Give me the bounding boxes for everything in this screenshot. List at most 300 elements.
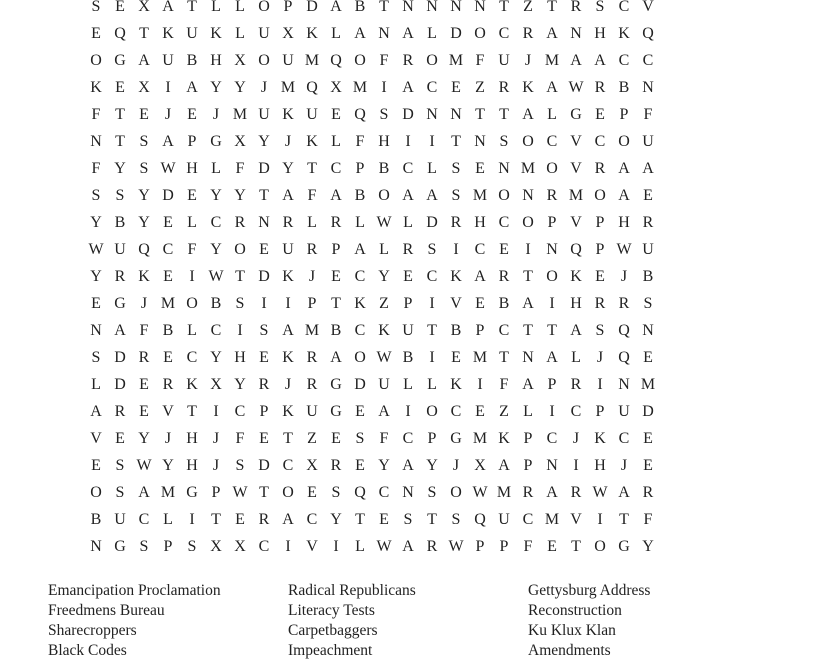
grid-letter: G (114, 52, 126, 69)
grid-letter: K (498, 430, 510, 447)
grid-letter: E (403, 268, 413, 285)
word-column-1 (48, 581, 278, 661)
grid-letter: E (115, 79, 125, 96)
grid-letter: E (115, 430, 125, 447)
grid-letter: I (597, 511, 603, 528)
grid-letter: Z (499, 403, 509, 420)
grid-letter: I (261, 295, 267, 312)
grid-letter: E (475, 295, 485, 312)
grid-letter: A (162, 133, 174, 150)
word-item: Literacy Tests (288, 602, 375, 619)
grid-row (84, 236, 732, 263)
grid-letter: K (138, 268, 150, 285)
grid-letter: R (546, 187, 558, 204)
grid-letter: Q (618, 322, 630, 339)
grid-letter: Y (210, 79, 222, 96)
grid-letter: I (189, 511, 195, 528)
grid-letter: U (186, 25, 198, 42)
grid-letter: N (474, 0, 486, 15)
grid-letter: S (379, 106, 389, 123)
grid-letter: B (378, 160, 390, 177)
grid-letter: J (452, 457, 460, 474)
grid-letter: N (474, 133, 486, 150)
grid-letter: N (642, 322, 654, 339)
grid-letter: A (138, 484, 150, 501)
grid-letter: G (114, 538, 126, 555)
grid-letter: T (619, 511, 629, 528)
grid-letter: C (402, 430, 414, 447)
grid-letter: K (450, 376, 462, 393)
grid-letter: E (451, 79, 461, 96)
grid-letter: D (402, 106, 414, 123)
grid-letter: S (643, 295, 653, 312)
grid-letter: B (402, 349, 414, 366)
grid-letter: E (379, 511, 389, 528)
grid-letter: R (330, 214, 342, 231)
grid-letter: Y (282, 160, 294, 177)
grid-letter: R (306, 349, 318, 366)
grid-letter: E (475, 160, 485, 177)
grid-letter: W (376, 538, 392, 555)
grid-letter: T (499, 106, 509, 123)
grid-letter: P (619, 106, 629, 123)
grid-letter: M (544, 52, 560, 69)
grid-letter: W (568, 79, 584, 96)
grid-letter: H (186, 430, 198, 447)
grid-letter: A (354, 241, 366, 258)
grid-letter: C (498, 214, 510, 231)
grid-letter: O (522, 133, 534, 150)
grid-letter: N (90, 538, 102, 555)
grid-letter: I (429, 349, 435, 366)
grid-letter: I (525, 241, 531, 258)
grid-letter: T (259, 484, 269, 501)
grid-letter: Q (474, 511, 486, 528)
grid-letter: Z (307, 430, 317, 447)
grid-letter: U (618, 403, 630, 420)
grid-letter: E (259, 430, 269, 447)
grid-letter: E (187, 106, 197, 123)
grid-letter: H (594, 25, 606, 42)
grid-letter: M (544, 511, 560, 528)
grid-letter: N (90, 322, 102, 339)
grid-letter: R (594, 79, 606, 96)
grid-letter: R (162, 376, 174, 393)
grid-letter: N (90, 133, 102, 150)
grid-letter: I (429, 295, 435, 312)
grid-letter: L (379, 241, 389, 258)
grid-row (84, 101, 732, 128)
grid-letter: P (595, 241, 605, 258)
grid-row (84, 47, 732, 74)
grid-letter: H (594, 457, 606, 474)
grid-letter: I (237, 322, 243, 339)
grid-letter: P (595, 214, 605, 231)
grid-letter: P (259, 403, 269, 420)
grid-row (84, 290, 732, 317)
grid-letter: I (333, 538, 339, 555)
grid-letter: R (570, 376, 582, 393)
grid-letter: E (115, 0, 125, 15)
grid-letter: M (472, 349, 488, 366)
grid-letter: M (472, 430, 488, 447)
grid-letter: T (571, 538, 581, 555)
grid-letter: E (139, 403, 149, 420)
grid-letter: V (642, 0, 654, 15)
grid-letter: O (594, 187, 606, 204)
grid-letter: U (306, 106, 318, 123)
grid-letter: F (643, 511, 653, 528)
grid-letter: Q (642, 25, 654, 42)
grid-letter: G (450, 430, 462, 447)
grid-letter: X (234, 538, 246, 555)
grid-letter: H (234, 349, 246, 366)
grid-letter: Y (258, 133, 270, 150)
grid-letter: Q (114, 25, 126, 42)
grid-letter: L (211, 0, 221, 15)
grid-letter: A (282, 511, 294, 528)
grid-letter: Y (138, 430, 150, 447)
grid-letter: I (405, 133, 411, 150)
grid-letter: B (618, 79, 630, 96)
grid-row (84, 128, 732, 155)
grid-letter: K (282, 106, 294, 123)
grid-letter: R (234, 214, 246, 231)
grid-letter: O (474, 25, 486, 42)
grid-letter: S (235, 295, 245, 312)
grid-letter: V (90, 430, 102, 447)
grid-letter: O (378, 187, 390, 204)
grid-letter: F (643, 106, 653, 123)
grid-letter: A (186, 79, 198, 96)
grid-letter: L (427, 160, 437, 177)
grid-letter: N (402, 0, 414, 15)
grid-letter: P (595, 403, 605, 420)
word-item: Radical Republicans (288, 582, 416, 599)
grid-letter: W (136, 457, 152, 474)
grid-letter: T (115, 133, 125, 150)
grid-letter: E (643, 457, 653, 474)
grid-letter: R (522, 25, 534, 42)
grid-letter: A (90, 403, 102, 420)
grid-letter: J (620, 457, 628, 474)
grid-letter: R (570, 0, 582, 15)
grid-letter: Y (210, 187, 222, 204)
grid-letter: Y (234, 376, 246, 393)
grid-letter: C (642, 52, 654, 69)
grid-letter: U (258, 106, 270, 123)
grid-letter: R (306, 376, 318, 393)
grid-letter: L (571, 349, 581, 366)
grid-letter: X (306, 457, 318, 474)
grid-letter: S (427, 241, 437, 258)
grid-letter: P (403, 295, 413, 312)
grid-letter: G (114, 295, 126, 312)
grid-letter: E (451, 349, 461, 366)
grid-letter: S (259, 322, 269, 339)
grid-letter: W (472, 484, 488, 501)
grid-letter: R (642, 484, 654, 501)
grid-letter: W (208, 268, 224, 285)
grid-letter: Z (379, 295, 389, 312)
grid-letter: B (450, 322, 462, 339)
grid-letter: M (496, 484, 512, 501)
word-item: Reconstruction (528, 602, 622, 619)
grid-letter: L (523, 403, 533, 420)
grid-letter: Z (523, 0, 533, 15)
grid-letter: N (426, 106, 438, 123)
grid-letter: L (91, 376, 101, 393)
grid-letter: I (429, 133, 435, 150)
grid-letter: P (523, 430, 533, 447)
grid-letter: Q (330, 52, 342, 69)
grid-row (84, 398, 732, 425)
grid-letter: L (355, 214, 365, 231)
grid-letter: E (547, 538, 557, 555)
grid-letter: C (282, 457, 294, 474)
grid-letter: L (187, 322, 197, 339)
grid-letter: P (163, 538, 173, 555)
grid-letter: A (498, 457, 510, 474)
grid-letter: Y (138, 214, 150, 231)
grid-letter: R (642, 214, 654, 231)
grid-letter: K (186, 376, 198, 393)
grid-letter: T (283, 430, 293, 447)
grid-letter: U (258, 25, 270, 42)
grid-letter: O (426, 403, 438, 420)
grid-letter: N (498, 160, 510, 177)
grid-letter: B (642, 268, 654, 285)
grid-letter: J (284, 376, 292, 393)
grid-letter: C (162, 241, 174, 258)
grid-letter: K (282, 349, 294, 366)
grid-letter: G (330, 403, 342, 420)
grid-letter: S (451, 160, 461, 177)
grid-letter: R (114, 403, 126, 420)
grid-letter: F (235, 160, 245, 177)
grid-row (84, 20, 732, 47)
grid-letter: K (282, 403, 294, 420)
grid-letter: R (450, 214, 462, 231)
grid-letter: I (549, 403, 555, 420)
grid-letter: A (114, 322, 126, 339)
grid-letter: V (450, 295, 462, 312)
grid-letter: Q (354, 484, 366, 501)
grid-letter: C (618, 0, 630, 15)
grid-letter: V (570, 160, 582, 177)
grid-letter: L (427, 376, 437, 393)
grid-letter: W (376, 349, 392, 366)
word-column-3 (528, 581, 758, 661)
grid-letter: O (234, 241, 246, 258)
grid-letter: A (330, 349, 342, 366)
grid-letter: B (330, 322, 342, 339)
grid-letter: N (402, 484, 414, 501)
grid-letter: Y (234, 187, 246, 204)
grid-letter: F (499, 376, 509, 393)
grid-letter: C (354, 322, 366, 339)
grid-letter: H (186, 457, 198, 474)
grid-letter: I (165, 79, 171, 96)
grid-letter: X (138, 0, 150, 15)
grid-letter: F (91, 106, 101, 123)
word-column-2 (288, 581, 518, 661)
grid-letter: S (91, 349, 101, 366)
grid-letter: R (618, 295, 630, 312)
grid-letter: R (330, 457, 342, 474)
word-item: Sharecroppers (48, 622, 137, 639)
grid-letter: L (307, 214, 317, 231)
grid-letter: I (477, 376, 483, 393)
grid-letter: Y (234, 79, 246, 96)
grid-letter: D (642, 403, 654, 420)
grid-letter: I (213, 403, 219, 420)
grid-letter: F (379, 430, 389, 447)
grid-letter: A (642, 160, 654, 177)
grid-letter: L (163, 511, 173, 528)
grid-letter: J (620, 268, 628, 285)
grid-letter: P (307, 295, 317, 312)
grid-letter: N (570, 25, 582, 42)
grid-letter: X (138, 79, 150, 96)
grid-letter: L (187, 214, 197, 231)
grid-letter: Y (138, 187, 150, 204)
grid-letter: N (378, 25, 390, 42)
grid-letter: Q (354, 106, 366, 123)
grid-letter: R (402, 52, 414, 69)
grid-letter: K (162, 25, 174, 42)
grid-letter: S (91, 0, 101, 15)
grid-letter: M (304, 52, 320, 69)
grid-letter: B (114, 214, 126, 231)
grid-letter: E (475, 403, 485, 420)
grid-letter: N (546, 457, 558, 474)
grid-letter: T (523, 268, 533, 285)
grid-letter: M (160, 484, 176, 501)
grid-letter: Y (90, 268, 102, 285)
grid-letter: A (402, 457, 414, 474)
grid-letter: I (285, 538, 291, 555)
grid-letter: K (306, 25, 318, 42)
grid-letter: I (189, 268, 195, 285)
grid-letter: E (259, 349, 269, 366)
grid-letter: A (282, 187, 294, 204)
grid-letter: E (307, 484, 317, 501)
grid-letter: I (597, 376, 603, 393)
grid-letter: A (522, 295, 534, 312)
grid-letter: R (522, 484, 534, 501)
grid-letter: E (91, 25, 101, 42)
grid-letter: L (403, 214, 413, 231)
grid-letter: T (235, 268, 245, 285)
grid-letter: A (618, 160, 630, 177)
grid-letter: J (212, 457, 220, 474)
grid-letter: E (187, 187, 197, 204)
grid-letter: R (114, 268, 126, 285)
grid-row (84, 0, 732, 20)
grid-letter: V (570, 214, 582, 231)
grid-row (84, 479, 732, 506)
grid-letter: B (354, 187, 366, 204)
grid-letter: Z (475, 79, 485, 96)
grid-letter: S (403, 511, 413, 528)
grid-letter: F (523, 538, 533, 555)
grid-letter: E (643, 430, 653, 447)
grid-letter: R (498, 268, 510, 285)
grid-row (84, 317, 732, 344)
grid-letter: U (402, 322, 414, 339)
grid-letter: D (162, 187, 174, 204)
grid-letter: G (210, 133, 222, 150)
grid-letter: M (304, 322, 320, 339)
grid-letter: T (547, 322, 557, 339)
grid-letter: J (284, 133, 292, 150)
word-item: Emancipation Proclamation (48, 582, 221, 599)
grid-letter: N (522, 349, 534, 366)
grid-letter: P (427, 430, 437, 447)
grid-letter: O (498, 187, 510, 204)
grid-letter: B (498, 295, 510, 312)
grid-letter: C (522, 511, 534, 528)
grid-letter: W (160, 160, 176, 177)
grid-letter: D (114, 376, 126, 393)
grid-letter: A (402, 79, 414, 96)
grid-letter: T (259, 187, 269, 204)
grid-letter: M (280, 79, 296, 96)
grid-letter: L (331, 133, 341, 150)
grid-letter: X (282, 25, 294, 42)
grid-letter: E (331, 430, 341, 447)
grid-letter: O (258, 52, 270, 69)
grid-letter: F (187, 241, 197, 258)
grid-letter: B (162, 322, 174, 339)
grid-letter: K (282, 268, 294, 285)
word-item: Carpetbaggers (288, 622, 378, 639)
grid-letter: P (499, 538, 509, 555)
grid-row (84, 452, 732, 479)
grid-row (84, 533, 732, 560)
grid-letter: L (235, 0, 245, 15)
grid-letter: T (475, 106, 485, 123)
grid-letter: R (594, 295, 606, 312)
grid-letter: Y (378, 457, 390, 474)
grid-letter: Y (114, 160, 126, 177)
grid-letter: F (355, 133, 365, 150)
grid-letter: D (258, 457, 270, 474)
grid-row (84, 209, 732, 236)
grid-row (84, 263, 732, 290)
grid-letter: P (475, 322, 485, 339)
grid-row (84, 371, 732, 398)
grid-letter: M (640, 376, 656, 393)
grid-letter: U (498, 52, 510, 69)
grid-letter: U (114, 511, 126, 528)
grid-letter: O (90, 52, 102, 69)
grid-letter: M (472, 187, 488, 204)
word-item: Amendments (528, 642, 611, 659)
grid-letter: U (378, 376, 390, 393)
grid-letter: J (164, 430, 172, 447)
grid-letter: T (427, 322, 437, 339)
grid-letter: R (594, 160, 606, 177)
grid-letter: U (306, 403, 318, 420)
letter-grid (84, 0, 732, 560)
grid-letter: U (282, 241, 294, 258)
grid-letter: O (90, 484, 102, 501)
grid-letter: N (426, 0, 438, 15)
grid-letter: T (355, 511, 365, 528)
grid-letter: F (379, 52, 389, 69)
